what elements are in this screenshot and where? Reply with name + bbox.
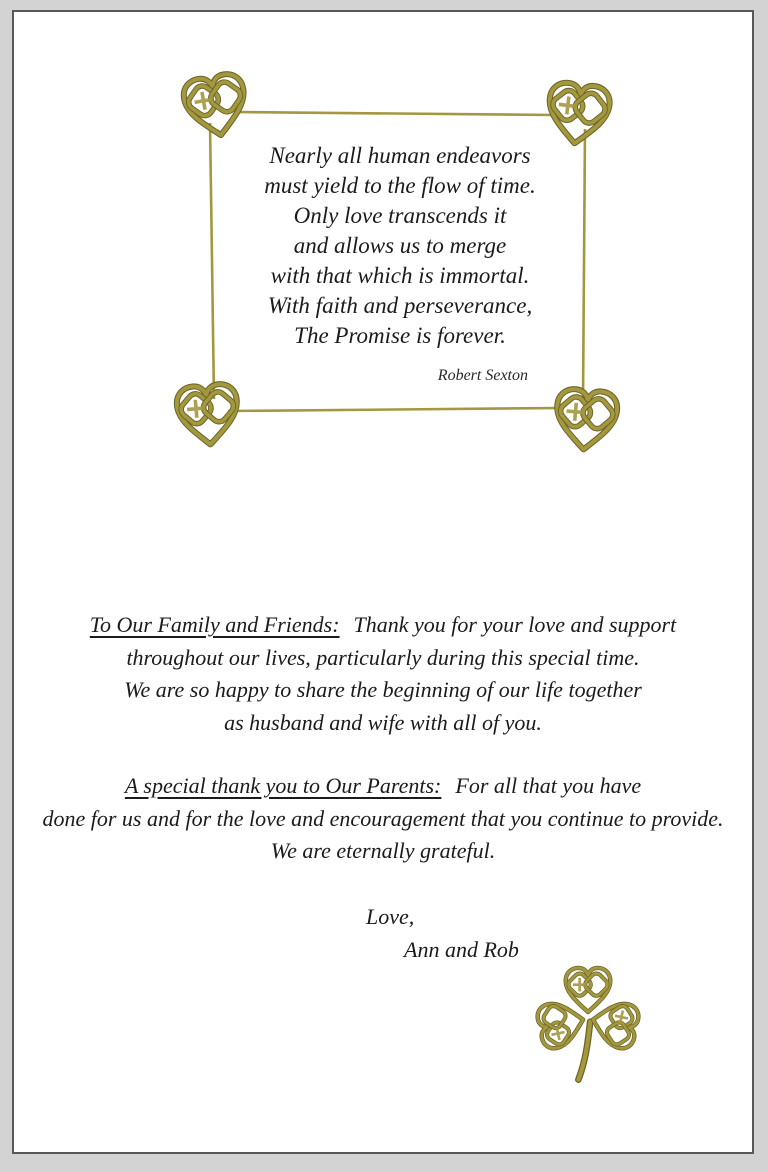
message-line: done for us and for the love and encouragement that you continue to provide. bbox=[42, 805, 724, 831]
celtic-heart-knot-icon bbox=[181, 72, 250, 141]
poem-attribution: Robert Sexton bbox=[437, 367, 528, 384]
message-line: throughout our lives, particularly during this special time. bbox=[126, 644, 640, 670]
parents-first-line-rest: For all that you have bbox=[455, 773, 642, 798]
celtic-heart-knot-icon bbox=[175, 383, 240, 447]
celtic-heart-knot-icon bbox=[554, 388, 619, 452]
closing-signature bbox=[366, 900, 519, 966]
family-heading: To Our Family and Friends: bbox=[89, 612, 340, 637]
poem bbox=[220, 141, 580, 391]
poem-line: must yield to the flow of time. bbox=[264, 173, 536, 198]
family-first-line-rest: Thank you for your love and support bbox=[353, 612, 677, 637]
message-line: We are eternally grateful. bbox=[270, 838, 496, 863]
program-page bbox=[12, 10, 754, 1154]
celtic-heart-knot-icon bbox=[545, 81, 612, 147]
poem-lines bbox=[220, 141, 580, 351]
message-first-line bbox=[14, 609, 752, 642]
celtic-shamrock-knot-icon bbox=[532, 964, 644, 1084]
poem-line: Only love transcends it bbox=[293, 203, 507, 228]
parents-lines bbox=[14, 803, 752, 868]
signature: Ann and Rob bbox=[404, 937, 519, 962]
parents-heading: A special thank you to Our Parents: bbox=[124, 773, 442, 798]
message-parents bbox=[14, 770, 752, 868]
message-line: We are so happy to share the beginning of our life together bbox=[124, 677, 642, 702]
poem-line: Nearly all human endeavors bbox=[269, 143, 531, 168]
poem-line: and allows us to merge bbox=[293, 233, 507, 258]
poem-line: The Promise is forever. bbox=[294, 323, 506, 348]
poem-frame-block bbox=[162, 57, 632, 472]
message-first-line bbox=[14, 770, 752, 803]
message-family-and-friends bbox=[14, 609, 752, 739]
family-lines bbox=[14, 642, 752, 740]
salutation: Love, bbox=[366, 904, 415, 929]
poem-line: With faith and perseverance, bbox=[267, 293, 533, 318]
message-line: as husband and wife with all of you. bbox=[224, 709, 542, 735]
poem-line: with that which is immortal. bbox=[270, 263, 530, 288]
